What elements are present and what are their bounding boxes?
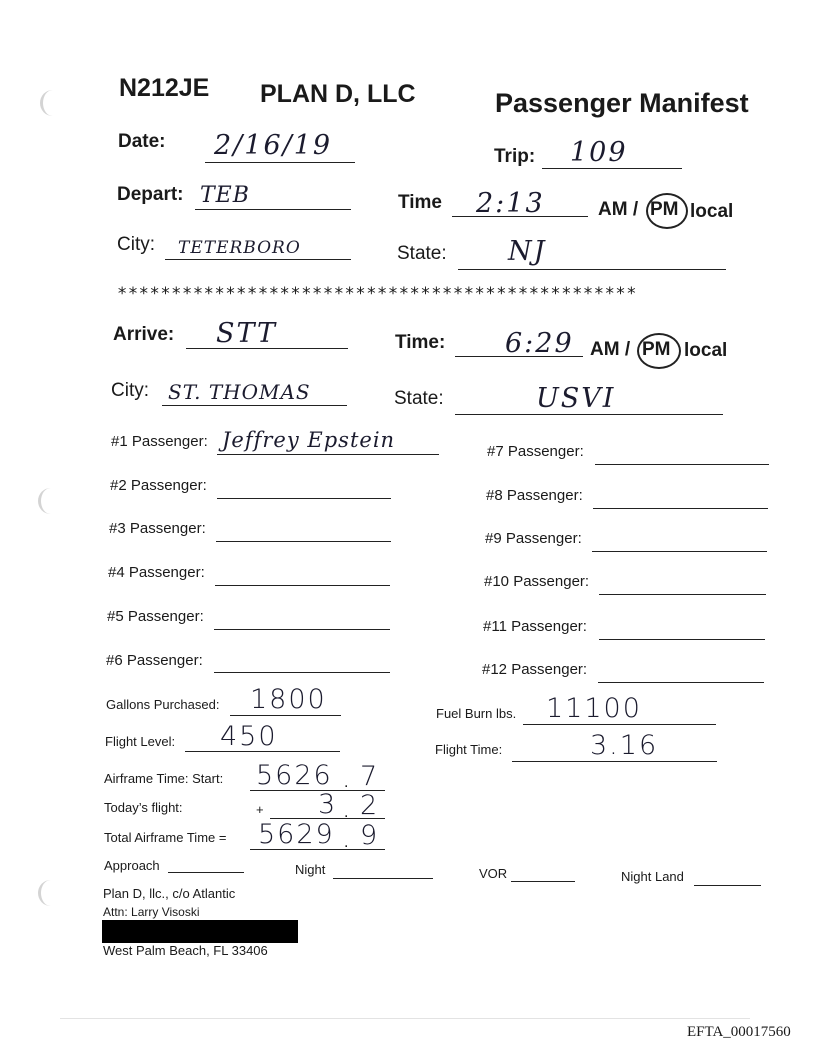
passenger-10-label: #10 Passenger: — [484, 573, 590, 590]
depart-value: TEB — [200, 183, 250, 208]
passenger-1-label: #1 Passenger: — [111, 433, 208, 450]
tail-number: N212JE — [119, 74, 210, 102]
trip-label: Trip: — [494, 146, 536, 167]
passenger-3-label: #3 Passenger: — [109, 520, 206, 537]
date-label: Date: — [118, 131, 166, 152]
date-line — [205, 162, 355, 163]
punch-hole-middle — [38, 488, 63, 514]
depart-time-value: 2:13 — [476, 188, 545, 219]
trip-line — [542, 168, 682, 169]
arrive-label: Arrive: — [113, 324, 175, 345]
address-line-4: West Palm Beach, FL 33406 — [103, 943, 268, 958]
arrive-local-label: local — [684, 340, 728, 361]
night-label: Night — [295, 862, 326, 877]
passenger-6-line — [214, 672, 390, 673]
approach-label: Approach — [104, 858, 160, 873]
vor-label: VOR — [479, 866, 508, 881]
passenger-12-label: #12 Passenger: — [482, 661, 588, 678]
today-plus-sign: + — [256, 802, 264, 817]
night-land-line — [694, 885, 761, 886]
total-airframe-whole: 5629 — [258, 819, 335, 850]
depart-city-line — [165, 259, 351, 260]
night-line — [333, 878, 433, 879]
approach-line — [168, 872, 244, 873]
form-title: Passenger Manifest — [495, 88, 749, 118]
depart-pm-label: PM — [650, 199, 679, 220]
passenger-12-line — [598, 682, 764, 683]
airframe-start-whole: 5626 — [256, 760, 333, 791]
address-line-2: Attn: Larry Visoski — [103, 905, 200, 919]
fuel-burn-line — [523, 724, 716, 725]
passenger-9-label: #9 Passenger: — [485, 530, 582, 547]
passenger-9-line — [592, 551, 767, 552]
arrive-city-label: City: — [111, 380, 149, 401]
arrive-state-label: State: — [394, 388, 444, 409]
punch-hole-top — [40, 90, 65, 116]
depart-state-label: State: — [397, 243, 447, 264]
night-land-label: Night Land — [621, 869, 684, 884]
passenger-11-label: #11 Passenger: — [483, 618, 587, 635]
flight-time-label: Flight Time: — [435, 742, 503, 757]
passenger-10-line — [599, 594, 766, 595]
airframe-start-tenth: 7 — [360, 761, 380, 792]
passenger-8-label: #8 Passenger: — [486, 487, 583, 504]
depart-state-value: NJ — [508, 236, 547, 267]
flight-level-value: 450 — [220, 721, 278, 752]
depart-local-label: local — [690, 201, 734, 222]
arrive-city-line — [162, 405, 347, 406]
redaction-bar — [102, 920, 298, 943]
arrive-time-label: Time: — [395, 332, 446, 353]
arrive-state-line — [455, 414, 723, 415]
document-id: EFTA_00017560 — [687, 1024, 791, 1040]
address-line-1: Plan D, llc., c/o Atlantic — [103, 886, 236, 901]
scan-edge-bottom — [60, 1018, 750, 1019]
arrive-am-label: AM / — [590, 339, 631, 360]
passenger-4-line — [215, 585, 390, 586]
today-flight-whole: 3 — [318, 789, 338, 820]
depart-label: Depart: — [117, 184, 184, 205]
passenger-1-value: Jeffrey Epstein — [222, 428, 396, 452]
passenger-11-line — [599, 639, 765, 640]
passenger-2-label: #2 Passenger: — [110, 477, 207, 494]
vor-line — [511, 881, 575, 882]
punch-hole-bottom — [38, 880, 63, 906]
trip-value: 109 — [570, 137, 628, 168]
passenger-6-label: #6 Passenger: — [106, 652, 203, 669]
arrive-value: STT — [216, 318, 278, 349]
depart-city-value: TETERBORO — [178, 238, 301, 258]
fuel-burn-label: Fuel Burn lbs. — [436, 706, 517, 721]
airframe-start-label: Airframe Time: Start: — [104, 771, 224, 786]
flight-time-value: 3.16 — [590, 730, 659, 761]
arrive-city-value: ST. THOMAS — [168, 380, 311, 404]
depart-am-label: AM / — [598, 199, 639, 220]
gallons-line — [230, 715, 341, 716]
total-airframe-label: Total Airframe Time = — [104, 830, 227, 845]
passenger-7-line — [595, 464, 769, 465]
passenger-8-line — [593, 508, 768, 509]
arrive-time-value: 6:29 — [505, 328, 574, 359]
company-name: PLAN D, LLC — [260, 80, 416, 108]
arrive-pm-label: PM — [642, 339, 671, 360]
today-flight-dot: . — [344, 804, 349, 821]
flight-time-line — [512, 761, 717, 762]
depart-city-label: City: — [117, 234, 155, 255]
total-airframe-tenth: 9 — [360, 820, 380, 851]
today-flight-label: Today’s flight: — [104, 800, 183, 815]
passenger-5-label: #5 Passenger: — [107, 608, 204, 625]
passenger-1-line — [217, 454, 439, 455]
passenger-4-label: #4 Passenger: — [108, 564, 205, 581]
gallons-value: 1800 — [250, 684, 327, 715]
passenger-7-label: #7 Passenger: — [487, 443, 584, 460]
passenger-3-line — [216, 541, 391, 542]
gallons-label: Gallons Purchased: — [106, 697, 220, 712]
total-airframe-dot: . — [344, 834, 349, 851]
depart-state-line — [458, 269, 726, 270]
depart-time-label: Time — [398, 192, 443, 213]
flight-level-label: Flight Level: — [105, 734, 176, 749]
passenger-2-line — [217, 498, 391, 499]
fuel-burn-value: 11100 — [546, 693, 642, 724]
arrive-state-value: USVI — [536, 383, 616, 414]
passenger-5-line — [214, 629, 390, 630]
depart-line — [195, 209, 351, 210]
today-flight-tenth: 2 — [360, 790, 380, 821]
date-value: 2/16/19 — [214, 130, 333, 161]
separator-stars: ************************************************ — [117, 284, 638, 304]
airframe-start-dot: . — [344, 774, 349, 791]
